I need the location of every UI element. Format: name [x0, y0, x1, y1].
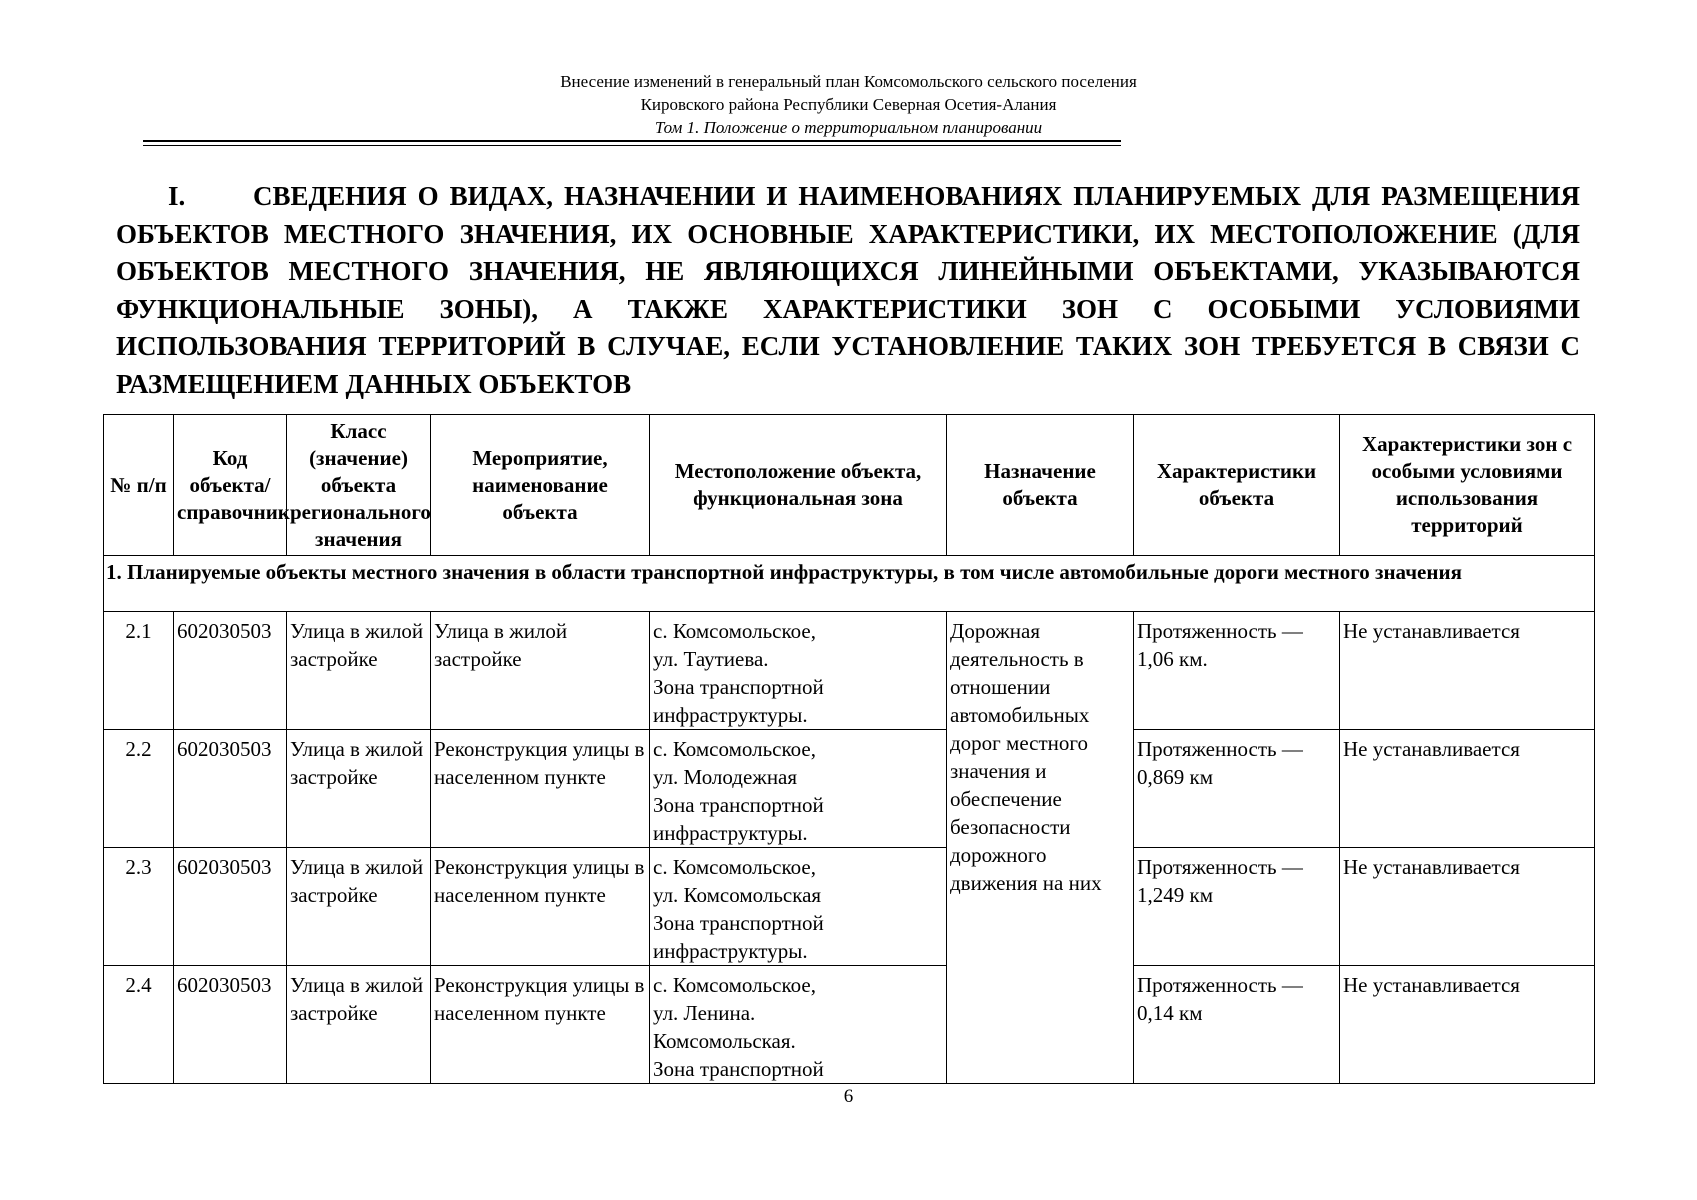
section-title: [116, 178, 1580, 403]
row-characteristics: [1134, 966, 1340, 1084]
objects-table: [103, 414, 1595, 1084]
row-location: [650, 966, 947, 1084]
row-location-line: с. Комсомольское,: [653, 619, 816, 643]
row-characteristics: [1134, 730, 1340, 848]
row-location-line: ул. Молодежная: [653, 765, 798, 789]
row-location-line: Зона транспортной инфраструктуры.: [653, 675, 824, 727]
row-char-value: 1,249 км: [1137, 883, 1213, 907]
row-char-label: Протяженность —: [1137, 737, 1303, 761]
row-num: 2.4: [104, 966, 174, 1084]
table-header-row: [104, 415, 1595, 556]
row-num: 2.2: [104, 730, 174, 848]
header-location: Местоположение объекта, функциональная зона: [650, 415, 947, 556]
row-class: Улица в жилой застройке: [287, 730, 431, 848]
row-location-line: с. Комсомольское,: [653, 973, 816, 997]
row-char-value: 1,06 км.: [1137, 647, 1208, 671]
row-char-label: Протяженность —: [1137, 855, 1303, 879]
header-code: Код объекта/справочник: [174, 415, 287, 556]
row-zone: Не устанавливается: [1340, 612, 1595, 730]
row-location-line: ул. Комсомольская: [653, 883, 822, 907]
header-line-3: Том 1. Положение о территориальном планировании: [654, 118, 1043, 137]
row-location-line: Зона транспортной: [653, 1057, 824, 1081]
row-num: 2.1: [104, 612, 174, 730]
row-class: Улица в жилой застройке: [287, 612, 431, 730]
table-section-row: [104, 556, 1595, 612]
section-row-text: 1. Планируемые объекты местного значения в области транспортной инфраструктуры, в том числе автомобильные дороги местного значения: [104, 556, 1595, 612]
table-row: [104, 966, 1595, 1084]
table-row: [104, 848, 1595, 966]
row-zone: Не устанавливается: [1340, 966, 1595, 1084]
table-row: [104, 730, 1595, 848]
row-char-label: Протяженность —: [1137, 973, 1303, 997]
row-num: 2.3: [104, 848, 174, 966]
row-location: [650, 612, 947, 730]
header-line-2: Кировского района Республики Северная Осетия-Алания: [640, 95, 1057, 114]
row-location-line: с. Комсомольское,: [653, 855, 816, 879]
row-zone: Не устанавливается: [1340, 730, 1595, 848]
row-event: Улица в жилой застройке: [431, 612, 650, 730]
row-zone: Не устанавливается: [1340, 848, 1595, 966]
row-code: 602030503: [174, 966, 287, 1084]
section-number: I.: [168, 181, 186, 211]
row-event: Реконструкция улицы в населенном пункте: [431, 966, 650, 1084]
row-characteristics: [1134, 612, 1340, 730]
row-event: Реконструкция улицы в населенном пункте: [431, 730, 650, 848]
row-characteristics: [1134, 848, 1340, 966]
row-code: 602030503: [174, 848, 287, 966]
row-class: Улица в жилой застройке: [287, 848, 431, 966]
row-location: [650, 730, 947, 848]
section-title-text: СВЕДЕНИЯ О ВИДАХ, НАЗНАЧЕНИИ И НАИМЕНОВАНИЯХ ПЛАНИРУЕМЫХ ДЛЯ РАЗМЕЩЕНИЯ ОБЪЕКТОВ МЕСТНОГО ЗНАЧЕНИЯ, ИХ ОСНОВНЫЕ ХАРАКТЕРИСТИКИ, ИХ МЕСТОПОЛОЖЕНИЕ (ДЛЯ ОБЪЕКТОВ МЕСТНОГО ЗНАЧЕНИЯ, НЕ ЯВЛЯЮЩИХСЯ ЛИНЕЙНЫМИ ОБЪЕКТАМИ, УКАЗЫВАЮТСЯ ФУНКЦИОНАЛЬНЫЕ ЗОНЫ), А ТАКЖЕ ХАРАКТЕРИСТИКИ ЗОН С ОСОБЫМИ УСЛОВИЯМИ ИСПОЛЬЗОВАНИЯ ТЕРРИТОРИЙ В СЛУЧАЕ, ЕСЛИ УСТАНОВЛЕНИЕ ТАКИХ ЗОН ТРЕБУЕТСЯ В СВЯЗИ С РАЗМЕЩЕНИЕМ ДАННЫХ ОБЪЕКТОВ: [116, 181, 1580, 399]
row-location-line: ул. Таутиева.: [653, 647, 769, 671]
page-number: 6: [843, 1086, 854, 1107]
row-char-label: Протяженность —: [1137, 619, 1303, 643]
header-zones: Характеристики зон с особыми условиями использования территорий: [1340, 415, 1595, 556]
row-location-line: ул. Ленина.: [653, 1001, 756, 1025]
row-location-line: Зона транспортной инфраструктуры.: [653, 911, 824, 963]
row-location-line: с. Комсомольское,: [653, 737, 816, 761]
table-row: [104, 612, 1595, 730]
running-header: [0, 70, 1697, 139]
header-line-1: Внесение изменений в генеральный план Комсомольского сельского поселения: [560, 72, 1137, 91]
row-char-value: 0,14 км: [1137, 1001, 1203, 1025]
row-event: Реконструкция улицы в населенном пункте: [431, 848, 650, 966]
row-location: [650, 848, 947, 966]
row-class: Улица в жилой застройке: [287, 966, 431, 1084]
row-location-line: Комсомольская.: [653, 1029, 796, 1053]
row-purpose-shared: Дорожная деятельность в отношении автомобильных дорог местного значения и обеспечение безопасности дорожного движения на них: [947, 612, 1134, 1084]
header-rule-thick: [143, 140, 1121, 142]
header-characteristics: Характеристики объекта: [1134, 415, 1340, 556]
header-purpose: Назначение объекта: [947, 415, 1134, 556]
header-class: Класс (значение) объекта регионального значения: [287, 415, 431, 556]
header-event: Мероприятие, наименование объекта: [431, 415, 650, 556]
row-char-value: 0,869 км: [1137, 765, 1213, 789]
row-code: 602030503: [174, 730, 287, 848]
header-rule-thin: [143, 145, 1121, 146]
row-code: 602030503: [174, 612, 287, 730]
header-num: № п/п: [104, 415, 174, 556]
row-location-line: Зона транспортной инфраструктуры.: [653, 793, 824, 845]
